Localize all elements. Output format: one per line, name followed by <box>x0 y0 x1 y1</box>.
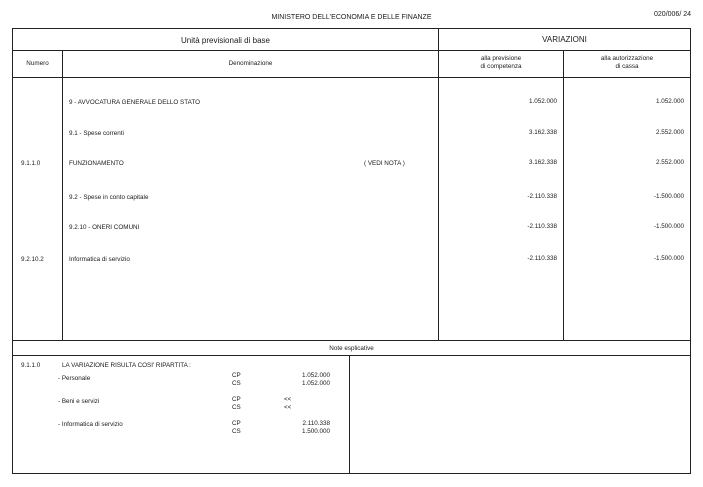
notes-item-cs-value: << <box>284 404 292 411</box>
row-cassa: -1.500.000 <box>653 255 684 262</box>
column-header-divider <box>12 77 691 78</box>
notes-item-cp: CP <box>232 372 241 379</box>
row-competenza: 1.052.000 <box>528 98 557 105</box>
row-competenza: -2.110.338 <box>527 223 557 230</box>
column-header-cassa-line2: di cassa <box>615 63 639 70</box>
table-left-border <box>12 28 13 474</box>
notes-item-label: - Personale <box>58 375 91 382</box>
column-header-denominazione: Denominazione <box>228 60 273 67</box>
row-competenza: 3.162.338 <box>528 159 557 166</box>
group-header-variazioni: VARIAZIONI <box>542 35 587 44</box>
row-competenza: 3.162.338 <box>528 129 557 136</box>
notes-intro: LA VARIAZIONE RISULTA COSI' RIPARTITA : <box>62 362 191 369</box>
numero-column-divider <box>62 50 63 341</box>
row-competenza: -2.110.338 <box>527 193 557 200</box>
notes-title-divider <box>12 355 691 356</box>
notes-item-cs: CS <box>232 380 241 387</box>
row-denominazione: 9.2 - Spese in conto capitale <box>69 194 149 201</box>
variazioni-group-divider <box>438 28 439 341</box>
notes-column-divider <box>349 355 350 474</box>
notes-title: Note esplicative <box>329 345 374 352</box>
row-cassa: -1.500.000 <box>653 193 684 200</box>
row-cassa: -1.500.000 <box>653 223 684 230</box>
row-cassa: 1.052.000 <box>655 98 684 105</box>
row-competenza: -2.110.338 <box>527 255 557 262</box>
notes-item-cs: CS <box>232 428 241 435</box>
notes-item-cp-value: 2.110.338 <box>302 420 330 427</box>
notes-item-cp-value: 1.052.000 <box>301 372 330 379</box>
column-header-cassa-line1: alla autorizzazione <box>600 55 654 62</box>
row-denominazione: Informatica di servizio <box>69 256 130 263</box>
column-header-numero: Numero <box>26 60 49 67</box>
notes-numero: 9.1.1.0 <box>21 362 41 369</box>
notes-item-cp-value: << <box>284 396 292 403</box>
row-numero: 9.1.1.0 <box>21 160 41 167</box>
group-header-divider <box>12 50 691 51</box>
row-denominazione: 9.2.10 - ONERI COMUNI <box>69 224 140 231</box>
column-header-competenza-line1: alla previsione <box>480 55 522 62</box>
row-nota: ( VEDI NOTA ) <box>364 160 405 167</box>
table-bottom-border <box>12 473 691 474</box>
notes-item-cs-value: 1.500.000 <box>301 428 330 435</box>
ministry-title: MINISTERO DELL'ECONOMIA E DELLE FINANZE <box>271 14 432 21</box>
row-denominazione: 9.1 - Spese correnti <box>69 130 124 137</box>
page-code: 020/006/ 24 <box>654 11 691 18</box>
body-bottom-divider <box>12 340 691 341</box>
notes-item-cs-value: 1.052.000 <box>301 380 330 387</box>
table-right-border <box>690 28 691 474</box>
group-header-unita: Unità previsionali di base <box>181 36 270 45</box>
row-denominazione: 9 - AVVOCATURA GENERALE DELLO STATO <box>69 99 200 106</box>
notes-item-cs: CS <box>232 404 241 411</box>
row-denominazione: FUNZIONAMENTO <box>69 160 124 167</box>
table-top-border <box>12 28 691 29</box>
notes-item-label: - Beni e servizi <box>58 398 100 405</box>
notes-item-cp: CP <box>232 420 241 427</box>
row-cassa: 2.552.000 <box>655 159 684 166</box>
notes-item-cp: CP <box>232 396 241 403</box>
notes-item-label: - Informatica di servizio <box>58 421 123 428</box>
row-cassa: 2.552.000 <box>655 129 684 136</box>
column-header-competenza-line2: di competenza <box>480 63 522 70</box>
row-numero: 9.2.10.2 <box>21 256 44 263</box>
